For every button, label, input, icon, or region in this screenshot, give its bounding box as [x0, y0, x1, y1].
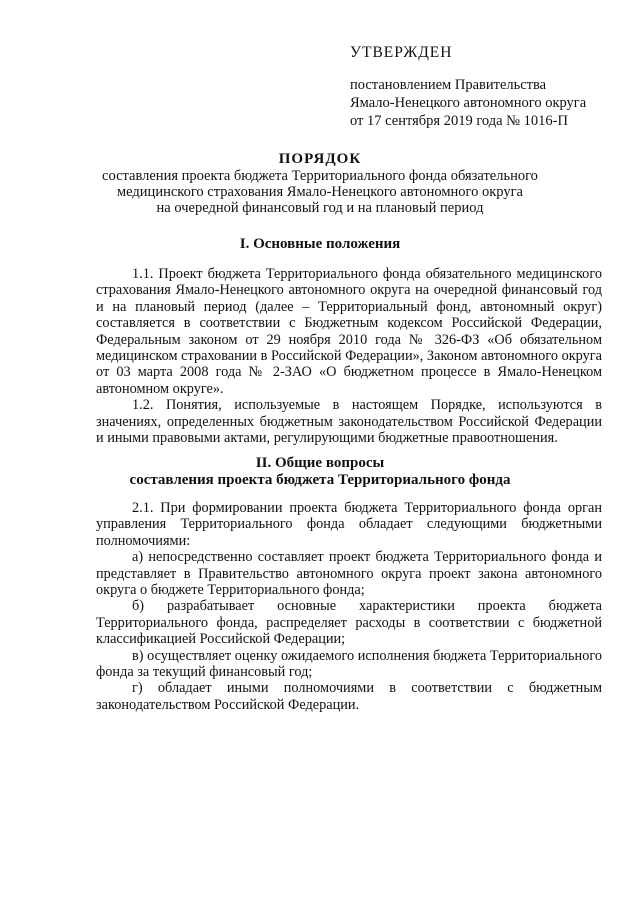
paragraph-1-2: 1.2. Понятия, используемые в настоящем Порядке, используются в значениях, определенных бюджетным законодательством Российской Федерации и иными правовыми актами, регулирующими бюджетные правоотношения. — [96, 397, 602, 447]
title-heading: ПОРЯДОК — [278, 151, 362, 167]
paragraph-2-1: 2.1. При формировании проекта бюджета Территориального фонда орган управления Территориального фонда обладает следующими бюджетными полномочиями: — [96, 500, 602, 549]
approval-line-3: от 17 сентября 2019 года № 1016-П — [350, 113, 568, 129]
section-2-heading — [0, 455, 640, 489]
document-title — [0, 150, 640, 216]
title-line-1: составления проекта бюджета Территориального фонда обязательного — [102, 168, 538, 184]
list-item-c: в) осуществляет оценку ожидаемого исполнения бюджета Территориального фонда за текущий финансовый год; — [96, 647, 602, 681]
section-2-heading-line-2: составления проекта бюджета Территориального фонда — [129, 472, 511, 488]
approval-block — [350, 44, 586, 130]
list-item-a: а) непосредственно составляет проект бюджета Территориального фонда и представляет в Правительство автономного округа проект закона автономного округа о бюджете Территориального фонда; — [96, 549, 602, 599]
section-1-heading: I. Основные положения — [239, 236, 401, 252]
section-1-body — [96, 266, 602, 446]
approval-line-2: Ямало-Ненецкого автономного округа — [350, 95, 587, 111]
approval-line-1: постановлением Правительства — [350, 77, 547, 93]
list-item-b: б) разрабатывает основные характеристики проекта бюджета Территориального фонда, распределяет расходы в соответствии с бюджетной классификацией Российской Федерации; — [96, 598, 602, 648]
list-item-d: г) обладает иными полномочиями в соответствии с бюджетным законодательством Российской Федерации. — [96, 680, 602, 713]
section-2-body — [96, 500, 602, 713]
paragraph-1-1: 1.1. Проект бюджета Территориального фонда обязательного медицинского страхования Ямало-Ненецкого автономного округа на очередной финансовый год и на плановый период (далее – Территориальный фонд, автономный округ) составляется в соответствии с Бюджетным кодексом Российской Федерации, Федеральным законом от 29 ноября 2010 года № 326-ФЗ «Об обязательном медицинском страховании в Российской Федерации», Законом автономного округа от 03 марта 2008 года № 2-ЗАО «О бюджетном процессе в Ямало-Ненецком автономном округе». — [96, 266, 602, 397]
title-line-2: медицинского страхования Ямало-Ненецкого автономного округа — [117, 184, 523, 200]
approval-stamp: УТВЕРЖДЕН — [350, 44, 453, 61]
section-2-heading-line-1: II. Общие вопросы — [255, 455, 385, 471]
title-line-3: на очередной финансовый год и на плановый период — [156, 200, 484, 216]
